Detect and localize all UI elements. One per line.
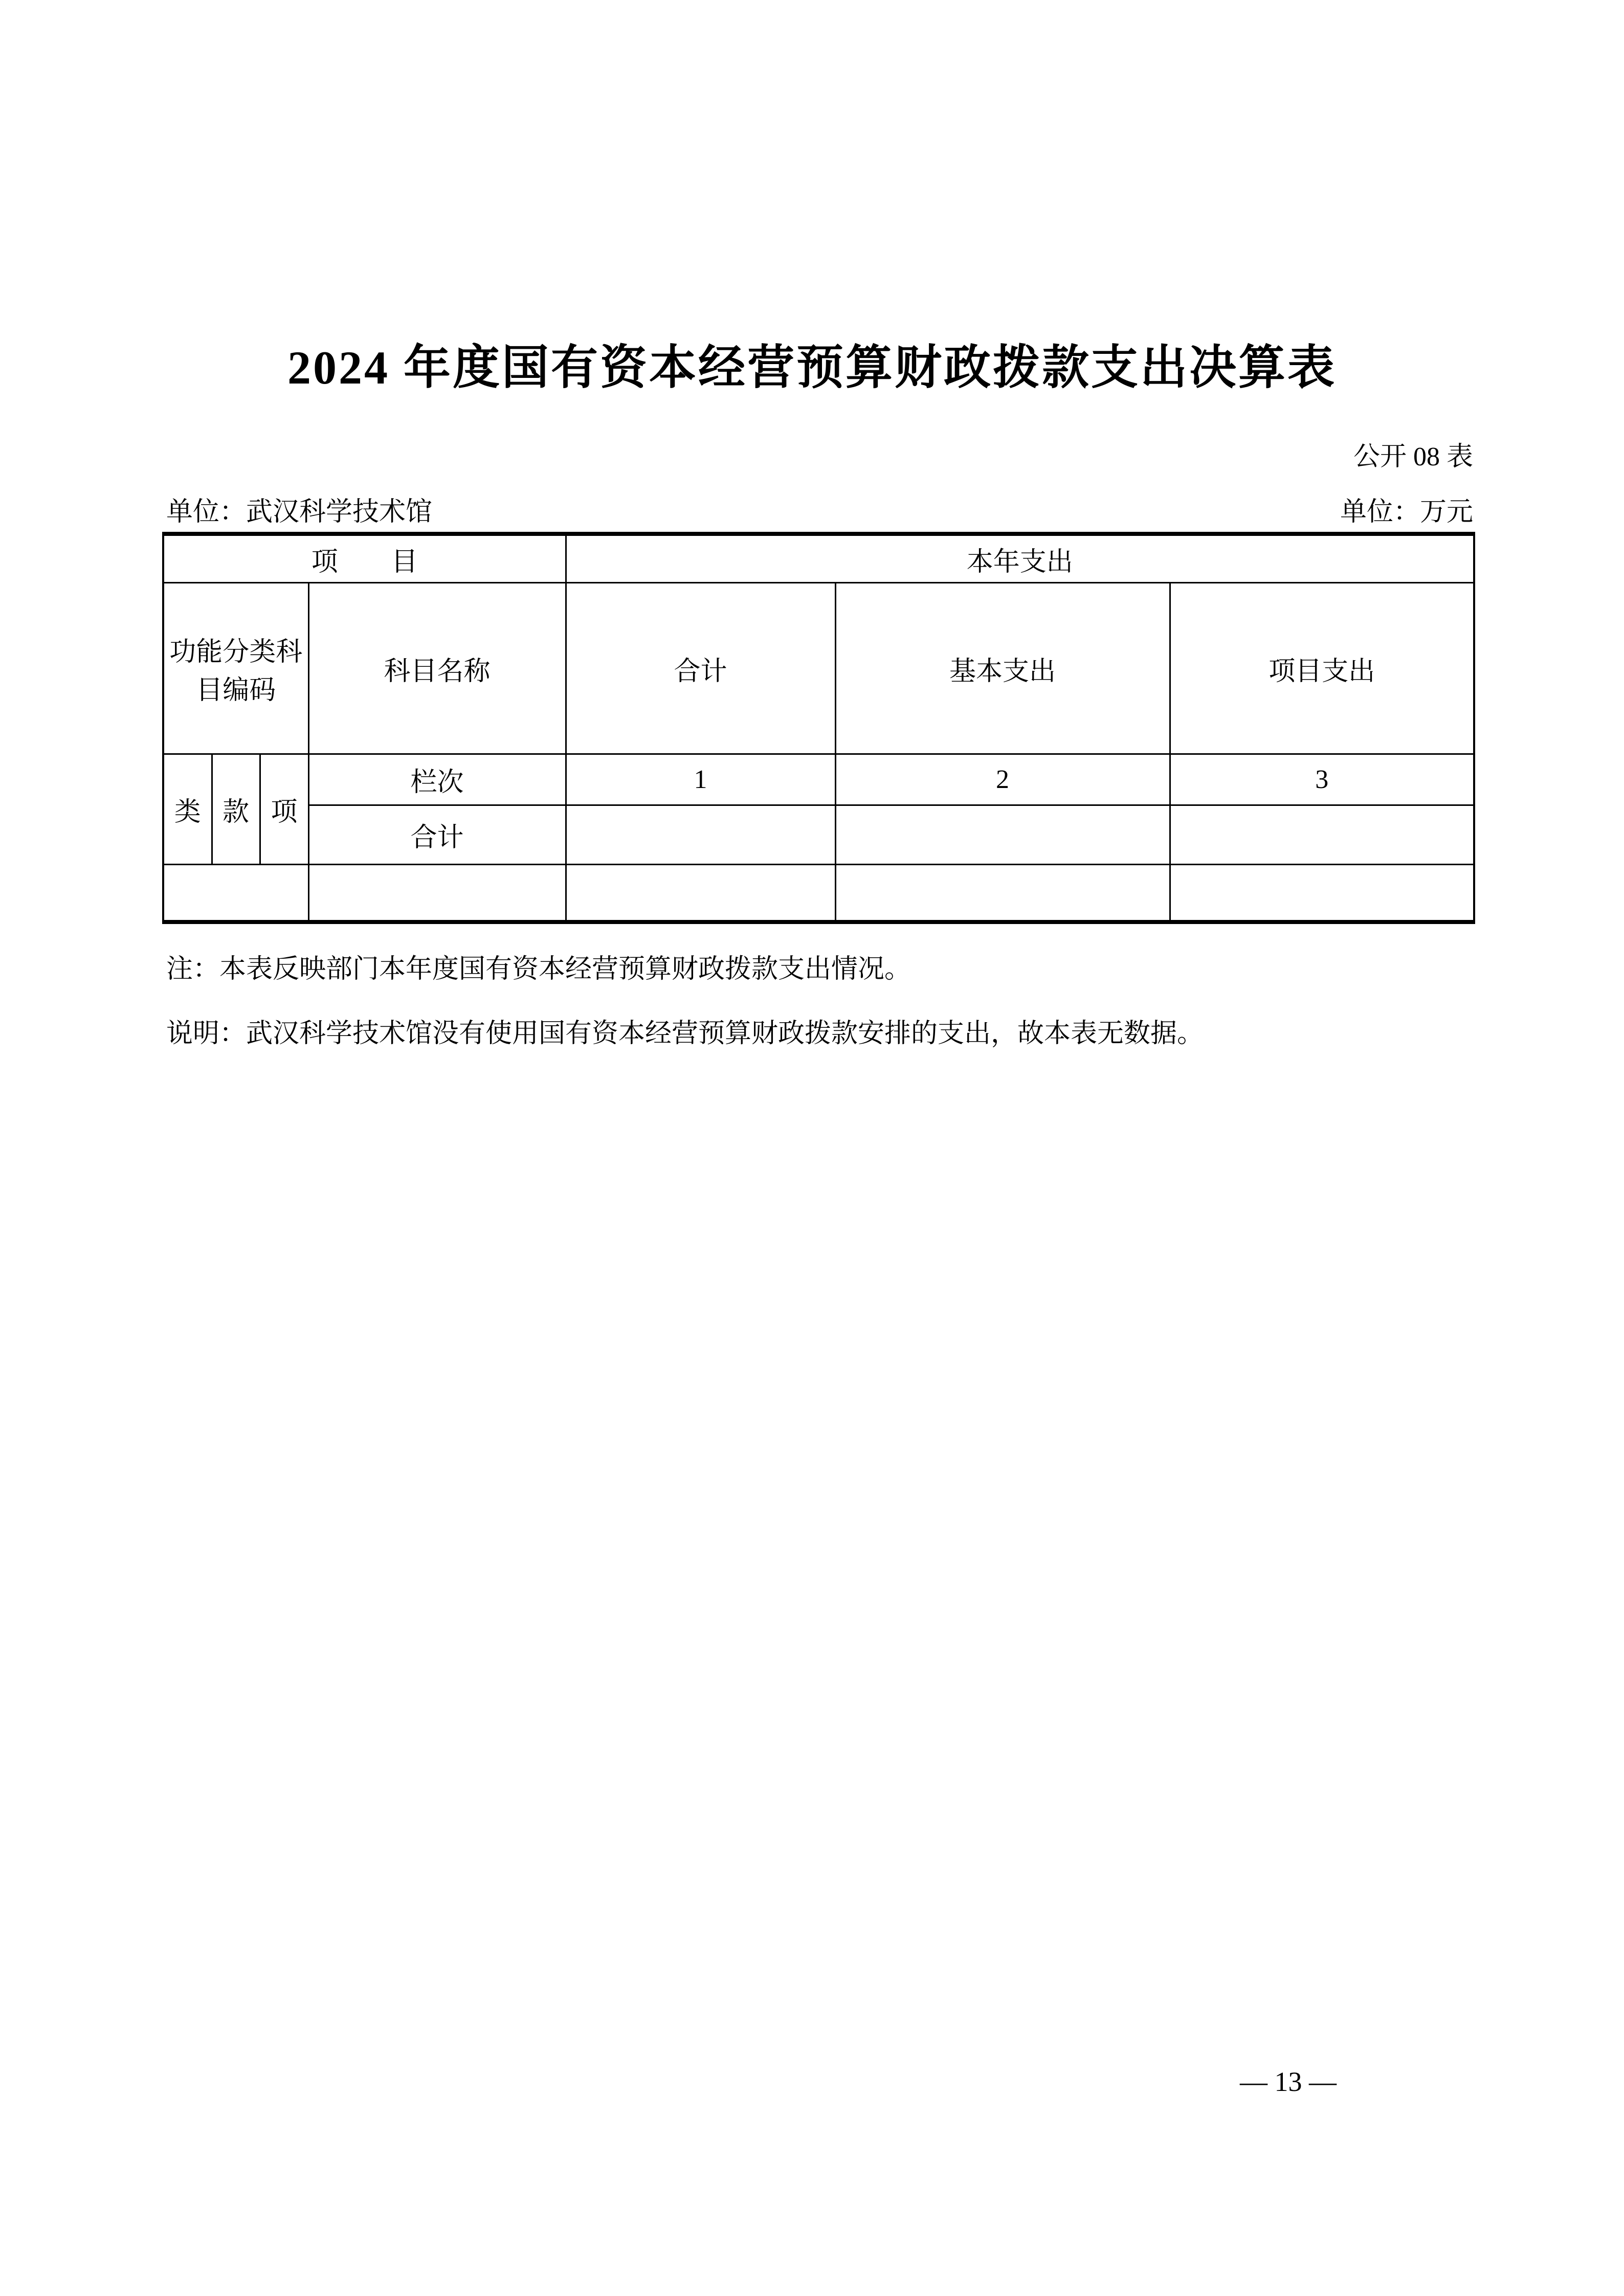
header-function-code: 功能分类科目编码 <box>163 583 308 754</box>
table-row-total <box>163 805 1474 865</box>
header-category: 类 <box>163 754 212 865</box>
total-row-label: 合计 <box>308 805 566 865</box>
table-row-column-index <box>163 754 1474 805</box>
empty-cell-project <box>1170 865 1474 922</box>
column-number-3: 3 <box>1170 754 1474 805</box>
page-number: — 13 — <box>1240 2066 1337 2097</box>
budget-table-container <box>162 532 1473 924</box>
empty-cell-basic <box>835 865 1170 922</box>
empty-cell-name <box>308 865 566 922</box>
table-note: 注：本表反映部门本年度国有资本经营预算财政拨款支出情况。 <box>166 955 911 984</box>
total-cell-project <box>1170 805 1474 865</box>
unit-name-label: 单位：武汉科学技术馆 <box>166 498 433 527</box>
empty-cell-code <box>163 865 308 922</box>
header-subject-name: 科目名称 <box>308 583 566 754</box>
table-row-column-headers <box>163 583 1474 754</box>
header-year-expense-group: 本年支出 <box>566 534 1474 583</box>
header-item-group: 项 目 <box>163 534 566 583</box>
unit-measure-label: 单位：万元 <box>1340 498 1473 527</box>
table-row-group-header <box>163 534 1474 583</box>
header-total: 合计 <box>566 583 835 754</box>
header-basic-expense: 基本支出 <box>835 583 1170 754</box>
column-index-label: 栏次 <box>308 754 566 805</box>
header-project-expense: 项目支出 <box>1170 583 1474 754</box>
table-code-label: 公开 08 表 <box>1353 442 1473 471</box>
empty-cell-sum <box>566 865 835 922</box>
unit-row <box>166 490 1473 528</box>
column-number-2: 2 <box>835 754 1170 805</box>
page-title: 2024 年度国有资本经营预算财政拨款支出决算表 <box>287 342 1337 394</box>
table-row-empty <box>163 865 1474 922</box>
table-explanation: 说明：武汉科学技术馆没有使用国有资本经营预算财政拨款安排的支出，故本表无数据。 <box>166 1019 1204 1048</box>
header-clause: 款 <box>212 754 260 865</box>
column-number-1: 1 <box>566 754 835 805</box>
header-item: 项 <box>260 754 308 865</box>
budget-table <box>162 532 1475 924</box>
total-cell-basic <box>835 805 1170 865</box>
total-cell-sum <box>566 805 835 865</box>
